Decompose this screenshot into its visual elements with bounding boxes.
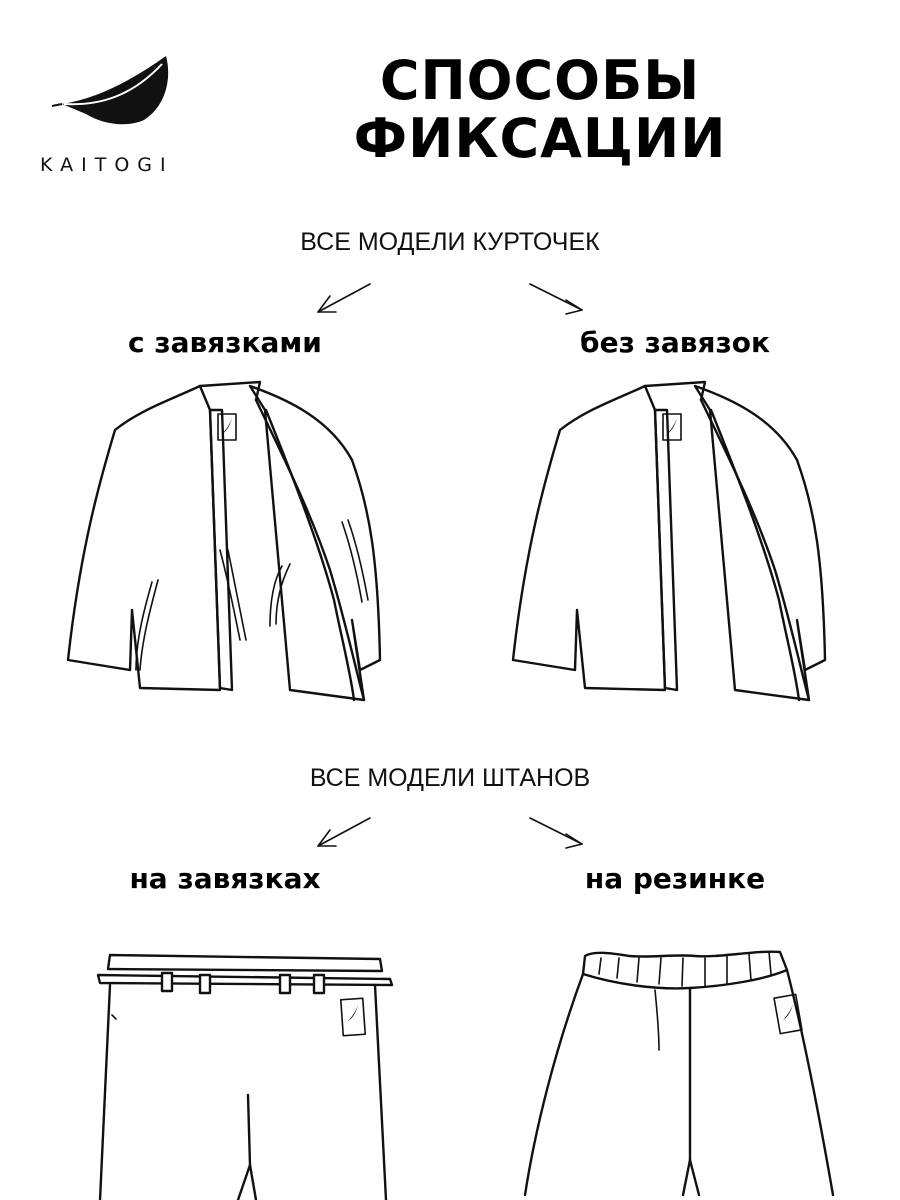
pants-with-drawstring-illustration bbox=[90, 945, 410, 1200]
pants-heading: ВСЕ МОДЕЛИ ШТАНОВ bbox=[309, 764, 591, 792]
label-with-ties: с завязками bbox=[128, 326, 322, 359]
arrow-right-icon bbox=[530, 818, 582, 844]
label-without-ties: без завязок bbox=[580, 326, 770, 359]
title-line-1: СПОСОБЫ bbox=[379, 49, 701, 112]
arrow-left-icon bbox=[318, 818, 370, 846]
label-on-ties: на завязках bbox=[129, 862, 321, 895]
jackets-heading: ВСЕ МОДЕЛИ КУРТОЧЕК bbox=[300, 228, 600, 256]
pants-with-elastic-illustration bbox=[515, 940, 845, 1200]
brand-name: KAITOGI bbox=[40, 154, 174, 176]
title-line-2: ФИКСАЦИИ bbox=[353, 107, 727, 170]
label-elastic: на резинке bbox=[584, 862, 766, 895]
